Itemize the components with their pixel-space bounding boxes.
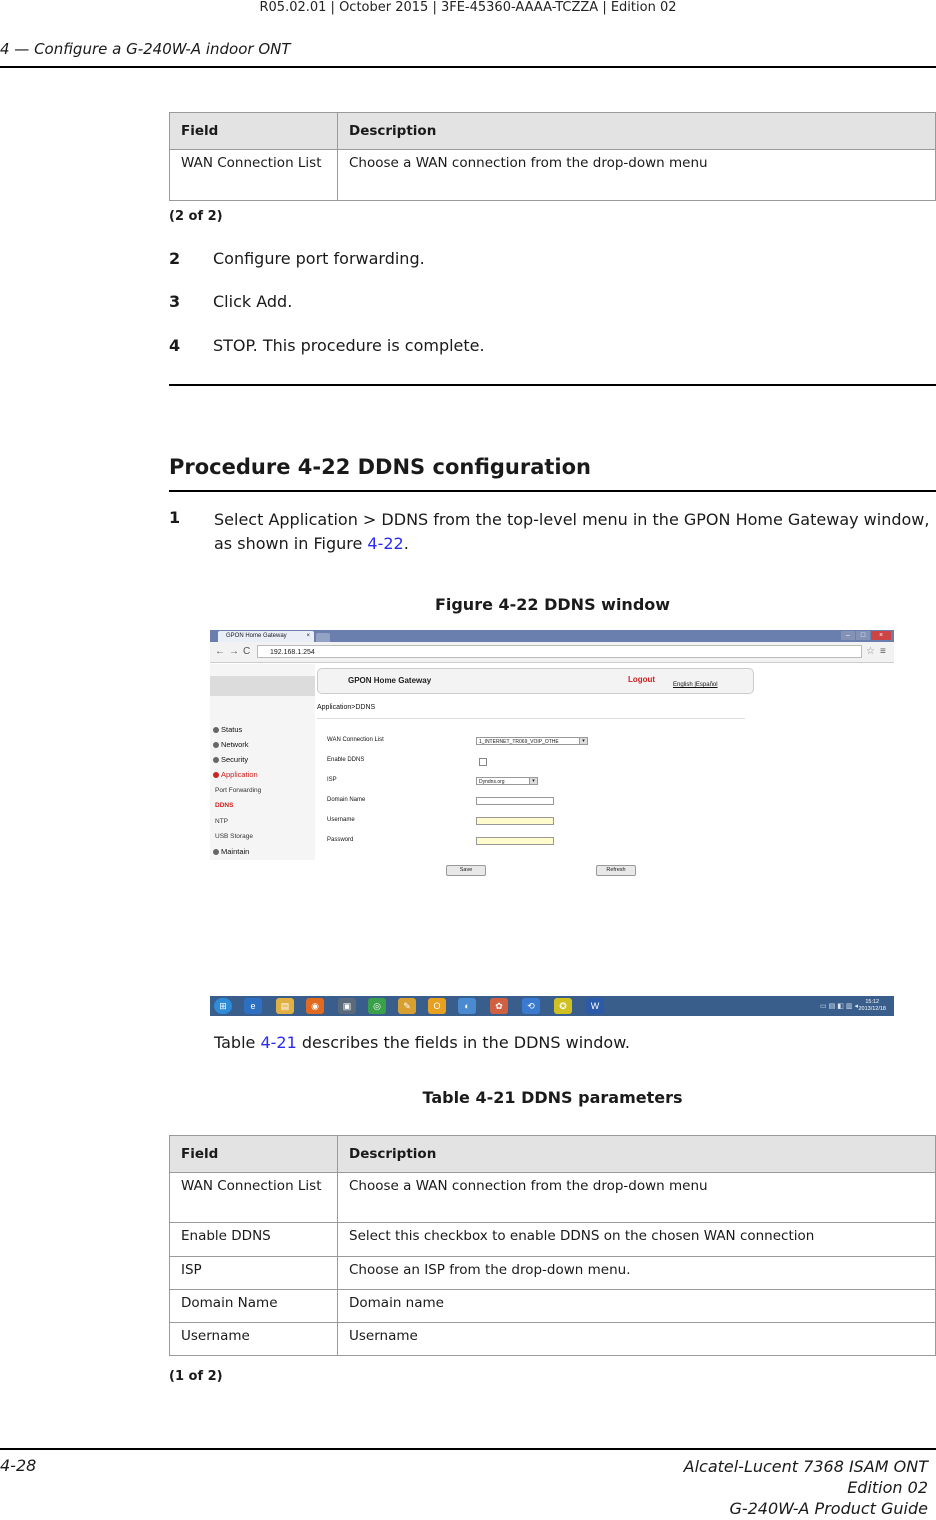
password-label: Password (327, 837, 354, 843)
sync-icon[interactable]: ⟲ (522, 998, 540, 1014)
step-text-part: Select Application > DDNS from the top-level menu in the GPON Home Gateway window, as shown in Figure (214, 510, 930, 553)
sidebar-subitem-port-forwarding[interactable]: Port Forwarding (215, 787, 262, 794)
sidebar-item-label: Status (221, 725, 243, 734)
table-cell-field: WAN Connection List (170, 150, 338, 201)
table-cell-description: Choose a WAN connection from the drop-down menu (338, 1173, 936, 1223)
isp-label: ISP (327, 777, 337, 783)
gateway-brand: GPON Home Gateway (348, 676, 432, 685)
table-row (170, 1173, 936, 1223)
gateway-header (317, 668, 754, 694)
internet-explorer-icon[interactable]: e (244, 998, 262, 1014)
file-explorer-icon[interactable]: ▤ (276, 998, 294, 1014)
intro-part: Table (214, 1033, 261, 1052)
ddns-window-screenshot (210, 630, 894, 1016)
footer-guide: G-240W-A Product Guide (729, 1499, 928, 1518)
domain-name-field[interactable] (476, 797, 554, 805)
procedure-title-rule (169, 490, 936, 492)
system-tray-icons[interactable]: ▭▤◧▥◂ (820, 1003, 860, 1010)
taskbar-clock[interactable] (858, 999, 886, 1013)
sidebar-item-status[interactable] (213, 725, 242, 734)
sidebar-subitem-ddns[interactable]: DDNS (215, 802, 234, 809)
table-row (170, 1223, 936, 1257)
step-item (169, 292, 292, 311)
table-cell-description: Username (338, 1323, 936, 1356)
enable-ddns-label: Enable DDNS (327, 757, 365, 763)
prev-table (169, 112, 936, 201)
sidebar-item-security[interactable] (213, 755, 248, 764)
table-continuation-note: (1 of 2) (169, 1369, 223, 1384)
table-header-description: Description (338, 1136, 936, 1173)
table-row (170, 150, 936, 201)
chevron-down-icon: ▾ (579, 738, 587, 744)
isp-select[interactable] (476, 777, 538, 785)
step-text: Click Add. (213, 292, 293, 311)
password-field[interactable] (476, 837, 554, 845)
network-icon[interactable]: ◐ (458, 998, 476, 1014)
chapter-title: 4 — Configure a G-240W-A indoor ONT (0, 40, 291, 58)
tab-close-icon[interactable]: × (306, 633, 310, 639)
ddns-parameters-table (169, 1135, 936, 1356)
plus-icon (213, 849, 219, 855)
table-cell-field: Username (170, 1323, 338, 1356)
sidebar-item-network[interactable] (213, 740, 249, 749)
step-number: 4 (169, 336, 181, 355)
table-header-row (170, 1136, 936, 1173)
username-field[interactable] (476, 817, 554, 825)
username-label: Username (327, 817, 355, 823)
breadcrumb-divider (317, 718, 745, 719)
plus-icon (213, 742, 219, 748)
table-caption: Table 4-21 DDNS parameters (422, 1088, 683, 1107)
notes-icon[interactable]: ✎ (398, 998, 416, 1014)
word-icon[interactable]: W (586, 998, 604, 1014)
figure-caption: Figure 4-22 DDNS window (434, 595, 671, 614)
table-header-field: Field (170, 113, 338, 150)
minus-icon (213, 772, 219, 778)
footer-product: Alcatel-Lucent 7368 ISAM ONT (683, 1457, 928, 1476)
sidebar-subitem-ntp[interactable]: NTP (215, 818, 228, 825)
table-link[interactable]: 4-21 (260, 1033, 297, 1052)
sidebar-band (210, 676, 315, 696)
sidebar-item-application[interactable] (213, 770, 258, 779)
table-intro-text (214, 1031, 934, 1055)
table-row (170, 1257, 936, 1290)
forward-arrow-icon[interactable]: → (229, 646, 239, 657)
browser-tab-bar (210, 630, 894, 642)
plus-icon (213, 727, 219, 733)
url-input[interactable]: 192.168.1.254 (257, 645, 862, 658)
window-controls (840, 631, 891, 640)
table-cell-field: ISP (170, 1257, 338, 1290)
bookmark-star-icon[interactable]: ☆ (866, 646, 875, 657)
start-button-icon[interactable]: ⊞ (214, 998, 232, 1014)
sidebar-item-label: Network (221, 740, 249, 749)
table-cell-description: Domain name (338, 1290, 936, 1323)
clock-time: 15:12 (865, 999, 880, 1005)
chevron-down-icon: ▾ (529, 778, 537, 784)
table-cell-description: Select this checkbox to enable DDNS on the chosen WAN connection (338, 1223, 936, 1257)
page-number: 4-28 (0, 1456, 37, 1475)
domain-name-label: Domain Name (327, 797, 366, 803)
new-tab-button[interactable] (316, 633, 330, 642)
step-number: 3 (169, 292, 181, 311)
footer-rule (0, 1448, 936, 1450)
step-text: Configure port forwarding. (213, 249, 425, 268)
back-arrow-icon[interactable]: ← (215, 646, 225, 657)
table-cell-field: Enable DDNS (170, 1223, 338, 1257)
wan-connection-select[interactable] (476, 737, 588, 745)
sidebar-item-maintain[interactable] (213, 847, 249, 856)
language-links[interactable]: English |Español (673, 682, 718, 688)
outlook-icon[interactable]: O (428, 998, 446, 1014)
table-cell-description: Choose an ISP from the drop-down menu. (338, 1257, 936, 1290)
procedure-title: Procedure 4-22 DDNS configuration (169, 455, 592, 479)
close-icon[interactable]: × (871, 631, 891, 640)
breadcrumb: Application>DDNS (317, 704, 376, 711)
chrome-icon[interactable]: ◎ (368, 998, 386, 1014)
step-text-part: . (403, 534, 409, 553)
select-value: 1_INTERNET_TR069_VOIP_OTHE (479, 739, 559, 745)
sidebar-subitem-usb-storage[interactable]: USB Storage (215, 833, 253, 840)
sidebar-item-label: Maintain (221, 847, 250, 856)
step-text: STOP. This procedure is complete. (213, 336, 485, 355)
step-item (169, 249, 425, 268)
table-header-description: Description (338, 113, 936, 150)
media-icon[interactable]: ▣ (338, 998, 356, 1014)
select-value: Dyndns.org (479, 779, 505, 785)
wan-connection-label: WAN Connection List (327, 737, 384, 743)
footer-edition: Edition 02 (847, 1478, 928, 1497)
intro-part: describes the fields in the DDNS window. (296, 1033, 630, 1052)
document-top-line: R05.02.01 | October 2015 | 3FE-45360-AAAA-TCZZA | Edition 02 (259, 0, 677, 15)
app-icon[interactable]: ✪ (554, 998, 572, 1014)
table-continuation-note: (2 of 2) (169, 209, 223, 224)
step-item (169, 336, 485, 355)
clock-date: 2013/12/18 (858, 1006, 886, 1012)
firefox-icon[interactable]: ◉ (306, 998, 324, 1014)
figure-link[interactable]: 4-22 (367, 534, 404, 553)
paint-icon[interactable]: ✿ (490, 998, 508, 1014)
table-row (170, 1290, 936, 1323)
minimize-icon[interactable]: – (841, 631, 855, 640)
save-button[interactable]: Save (446, 865, 486, 876)
header-rule (0, 66, 936, 68)
table-cell-field: Domain Name (170, 1290, 338, 1323)
table-cell-description: Choose a WAN connection from the drop-down menu (338, 150, 936, 201)
step-number: 1 (169, 508, 181, 527)
footer-product-info (684, 1456, 928, 1519)
sidebar-item-label: Application (221, 770, 258, 779)
refresh-button[interactable]: Refresh (596, 865, 636, 876)
browser-tab-title: GPON Home Gateway (226, 633, 287, 639)
browser-tab[interactable] (218, 631, 314, 642)
enable-ddns-checkbox[interactable] (479, 758, 487, 766)
reload-icon[interactable]: C (243, 646, 251, 657)
sidebar-item-label: Security (221, 755, 249, 764)
address-bar (210, 642, 894, 663)
step-text (214, 508, 934, 556)
table-header-field: Field (170, 1136, 338, 1173)
plus-icon (213, 757, 219, 763)
windows-taskbar (210, 996, 894, 1016)
table-header-row (170, 113, 936, 150)
table-cell-field: WAN Connection List (170, 1173, 338, 1223)
logout-link[interactable]: Logout (628, 675, 656, 684)
browser-menu-icon[interactable]: ≡ (880, 646, 886, 657)
table-row (170, 1323, 936, 1356)
maximize-icon[interactable]: □ (856, 631, 870, 640)
step-number: 2 (169, 249, 181, 268)
procedure-end-rule (169, 384, 936, 386)
